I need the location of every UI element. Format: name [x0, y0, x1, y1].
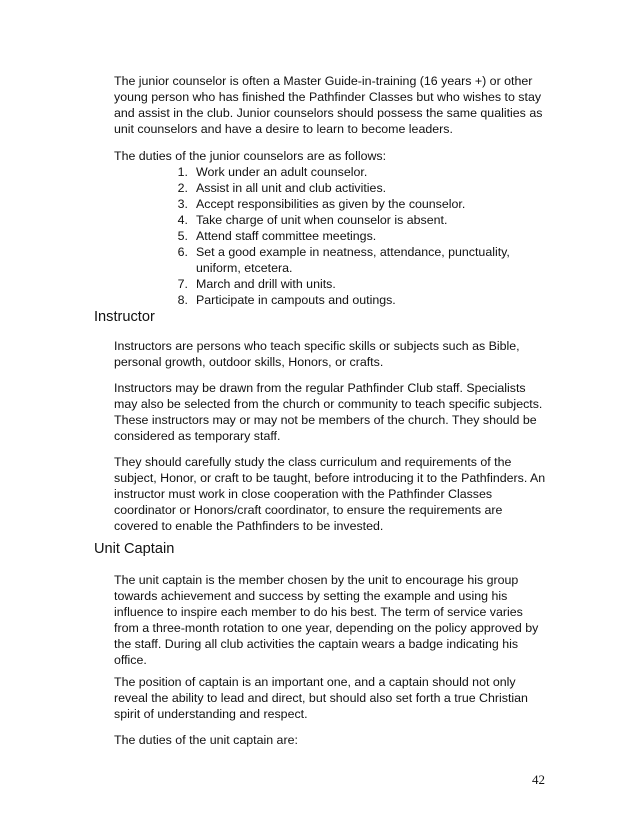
- list-number: 6.: [177, 245, 188, 259]
- list-number: 1.: [177, 165, 188, 179]
- section-heading-unit-captain: Unit Captain: [94, 541, 175, 557]
- text-line: Instructors may be drawn from the regular Pathfinder Club staff. Specialists: [114, 381, 526, 395]
- text-line: influence to inspire each member to do his best. The term of service varies: [114, 605, 523, 619]
- list-item: [160, 196, 560, 212]
- instructor-paragraph-2: [114, 380, 554, 444]
- text-line: The junior counselor is often a Master Guide-in-training (16 years +) or other: [114, 74, 533, 88]
- text-line: covered to enable the Pathfinders to be invested.: [114, 519, 384, 533]
- list-item: [160, 292, 560, 308]
- page-number: 42: [532, 772, 545, 787]
- list-item: [160, 212, 560, 228]
- text-line: spirit of understanding and respect.: [114, 707, 308, 721]
- list-text: Work under an adult counselor.: [196, 165, 368, 179]
- list-item: [160, 276, 560, 292]
- text-line: office.: [114, 653, 147, 667]
- list-item: [160, 164, 560, 180]
- instructor-paragraph-1: [114, 338, 554, 370]
- list-number: 5.: [177, 229, 188, 243]
- unit-captain-paragraph-2: [114, 674, 554, 722]
- list-text: Attend staff committee meetings.: [196, 229, 377, 243]
- junior-counselor-duties-list: [160, 164, 560, 308]
- list-text: Participate in campouts and outings.: [196, 293, 396, 307]
- text-line: Instructors are persons who teach specific skills or subjects such as Bible,: [114, 339, 520, 353]
- text-line: The unit captain is the member chosen by the unit to encourage his group: [114, 573, 519, 587]
- text-line: reveal the ability to lead and direct, but should also set forth a true Christian: [114, 691, 528, 705]
- list-text: Assist in all unit and club activities.: [196, 181, 387, 195]
- list-item-continuation: [160, 260, 560, 276]
- list-number: 4.: [177, 213, 188, 227]
- list-number: 8.: [177, 293, 188, 307]
- text-line: the staff. During all club activities the captain wears a badge indicating his: [114, 637, 519, 651]
- text-line: instructor must work in close cooperation with the Pathfinder Classes: [114, 487, 493, 501]
- list-text: March and drill with units.: [196, 277, 336, 291]
- list-text: Take charge of unit when counselor is absent.: [196, 213, 448, 227]
- section-heading-instructor: Instructor: [94, 309, 155, 325]
- text-line: may also be selected from the church or community to teach specific subjects.: [114, 397, 543, 411]
- text-line: These instructors may or may not be members of the church. They should be: [114, 413, 537, 427]
- list-text: Set a good example in neatness, attendance, punctuality,: [196, 245, 510, 259]
- text-line: coordinator or Honors/craft coordinator, to ensure the requirements are: [114, 503, 503, 517]
- text-line: from a three-month rotation to one year, depending on the policy approved by: [114, 621, 539, 635]
- text-line: subject, Honor, or craft to be taught, before introducing it to the Pathfinders. An: [114, 471, 546, 485]
- unit-captain-paragraph-1: [114, 572, 554, 668]
- unit-captain-paragraph-3: [114, 732, 554, 748]
- text-line: and assist in the club. Junior counselors should possess the same qualities as: [114, 106, 543, 120]
- list-number: 7.: [177, 277, 188, 291]
- text-line: young person who has finished the Pathfinder Classes but who wishes to stay: [114, 90, 542, 104]
- junior-counselor-duties-intro: [114, 148, 554, 164]
- instructor-paragraph-3: [114, 454, 554, 534]
- text-line: unit counselors and have a desire to learn to become leaders.: [114, 122, 453, 136]
- text-line: The position of captain is an important one, and a captain should not only: [114, 675, 516, 689]
- text-line: The duties of the junior counselors are as follows:: [114, 149, 387, 163]
- text-line: towards achievement and success by setting the example and using his: [114, 589, 508, 603]
- text-line: The duties of the unit captain are:: [114, 733, 298, 747]
- list-text: uniform, etcetera.: [196, 261, 293, 275]
- text-line: considered as temporary staff.: [114, 429, 281, 443]
- list-item: [160, 228, 560, 244]
- list-number: 2.: [177, 181, 188, 195]
- list-number: 3.: [177, 197, 188, 211]
- list-text: Accept responsibilities as given by the counselor.: [196, 197, 466, 211]
- list-item: [160, 244, 560, 260]
- text-line: personal growth, outdoor skills, Honors, or crafts.: [114, 355, 384, 369]
- junior-counselor-intro: [114, 73, 554, 137]
- text-line: They should carefully study the class curriculum and requirements of the: [114, 455, 512, 469]
- list-item: [160, 180, 560, 196]
